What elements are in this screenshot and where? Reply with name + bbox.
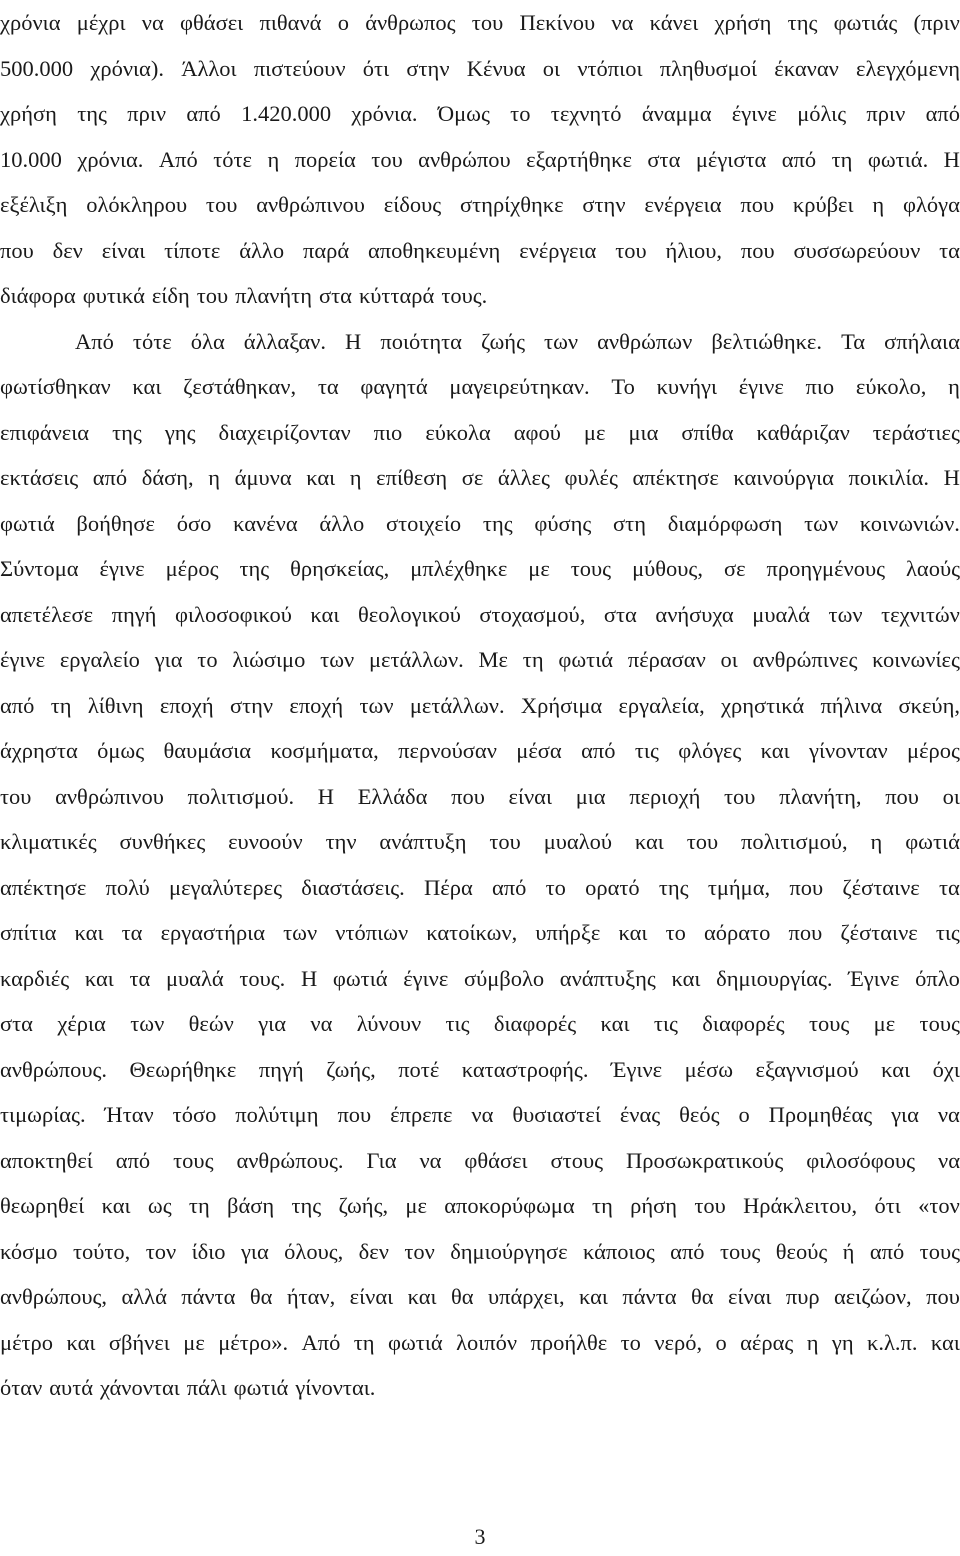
- text-line: απέκτησε πολύ μεγαλύτερες διαστάσεις. Πέρα από το ορατό της τμήμα, που ζέσταινε τα: [0, 874, 960, 900]
- text-line: επιφάνεια της γης διαχειρίζονταν πιο εύκολα αφού με μια σπίθα καθάριζαν τεράστιες: [0, 419, 960, 445]
- text-line: ανθρώπους, αλλά πάντα θα ήταν, είναι και θα υπάρχει, και πάντα θα είναι πυρ αειζώον, που: [0, 1284, 960, 1309]
- text-line: εκτάσεις από δάση, η άμυνα και η επίθεση σε άλλες φυλές απέκτησε καινούργια ποικιλία. Η: [0, 465, 960, 490]
- text-line: μέτρο και σβήνει με μέτρο». Από τη φωτιά λοιπόν προήλθε το νερό, ο αέρας η γη κ.λ.π. και: [0, 1329, 960, 1355]
- text-line: έγινε εργαλείο για το λιώσιμο των μετάλλων. Με τη φωτιά πέρασαν οι ανθρώπινες κοινωνίες: [0, 647, 960, 672]
- text-line: 10.000 χρόνια. Από τότε η πορεία του ανθρώπου εξαρτήθηκε στα μέγιστα από τη φωτιά. Η: [0, 146, 960, 172]
- text-line: φωτίσθηκαν και ζεστάθηκαν, τα φαγητά μαγειρεύτηκαν. Το κυνήγι έγινε πιο εύκολο, η: [0, 374, 960, 399]
- text-line: του ανθρώπινου πολιτισμού. Η Ελλάδα που είναι μια περιοχή του πλανήτη, που οι: [0, 783, 960, 809]
- text-line: Από τότε όλα άλλαξαν. Η ποιότητα ζωής των ανθρώπων βελτιώθηκε. Τα σπήλαια: [75, 328, 960, 354]
- page-number: 3: [474, 1524, 486, 1549]
- text-line: που δεν είναι τίποτε άλλο παρά αποθηκευμένη ενέργεια του ήλιου, που συσσωρεύουν τα: [0, 237, 960, 263]
- text-line: άχρηστα όμως θαυμάσια κοσμήματα, περνούσαν μέσα από τις φλόγες και γίνονταν μέρος: [0, 738, 960, 763]
- text-line: τιμωρίας. Ήταν τόσο πολύτιμη που έπρεπε να θυσιαστεί ένας θεός ο Προμηθέας για να: [0, 1102, 960, 1127]
- text-line: 500.000 χρόνια). Άλλοι πιστεύουν ότι στην Κένυα οι ντόπιοι πληθυσμοί έκαναν ελεγχόμενη: [0, 55, 960, 81]
- text-line: κόσμο τούτο, τον ίδιο για όλους, δεν τον δημιούργησε κάποιος από τους θεούς ή από τους: [0, 1238, 960, 1264]
- text-line: εξέλιξη ολόκληρου του ανθρώπινου είδους στηρίχθηκε στην ενέργεια που κρύβει η φλόγα: [0, 192, 960, 217]
- text-line: Σύντομα έγινε μέρος της θρησκείας, μπλέχθηκε με τους μύθους, σε προηγμένους λαούς: [0, 556, 960, 581]
- text-line: από τη λίθινη εποχή στην εποχή των μετάλλων. Χρήσιμα εργαλεία, χρηστικά πήλινα σκεύη,: [0, 692, 960, 718]
- text-line: κλιματικές συνθήκες ευνοούν την ανάπτυξη του μυαλού και του πολιτισμού, η φωτιά: [0, 829, 960, 854]
- text-line: απετέλεσε πηγή φιλοσοφικού και θεολογικού στοχασμού, στα ανήσυχα μυαλά των τεχνιτών: [0, 601, 960, 627]
- text-line: στα χέρια των θεών για να λύνουν τις διαφορές και τις διαφορές τους με τους: [0, 1011, 960, 1036]
- text-line: φωτιά βοήθησε όσο κανένα άλλο στοιχείο της φύσης στη διαμόρφωση των κοινωνιών.: [0, 510, 960, 536]
- text-line: σπίτια και τα εργαστήρια των ντόπιων κατοίκων, υπήρξε και το αόρατο που ζέσταινε τις: [0, 920, 960, 945]
- text-line: καρδιές και τα μυαλά τους. Η φωτιά έγινε σύμβολο ανάπτυξης και δημιουργίας. Έγινε όπλο: [0, 965, 960, 991]
- text-line: χρόνια μέχρι να φθάσει πιθανά ο άνθρωπος του Πεκίνου να κάνει χρήση της φωτιάς (πριν: [0, 10, 960, 35]
- text-line: όταν αυτά χάνονται πάλι φωτιά γίνονται.: [0, 1375, 376, 1400]
- text-line: διάφορα φυτικά είδη του πλανήτη στα κύτταρά τους.: [0, 283, 488, 308]
- text-line: αποκτηθεί από τους ανθρώπους. Για να φθάσει στους Προσωκρατικούς φιλοσόφους να: [0, 1147, 960, 1173]
- text-line: ανθρώπους. Θεωρήθηκε πηγή ζωής, ποτέ καταστροφής. Έγινε μέσω εξαγνισμού και όχι: [0, 1056, 960, 1082]
- text-line: θεωρηθεί και ως τη βάση της ζωής, με αποκορύφωμα τη ρήση του Ηράκλειτου, ότι «τον: [0, 1193, 960, 1218]
- text-line: χρήση της πριν από 1.420.000 χρόνια. Όμως το τεχνητό άναμμα έγινε μόλις πριν από: [0, 101, 960, 126]
